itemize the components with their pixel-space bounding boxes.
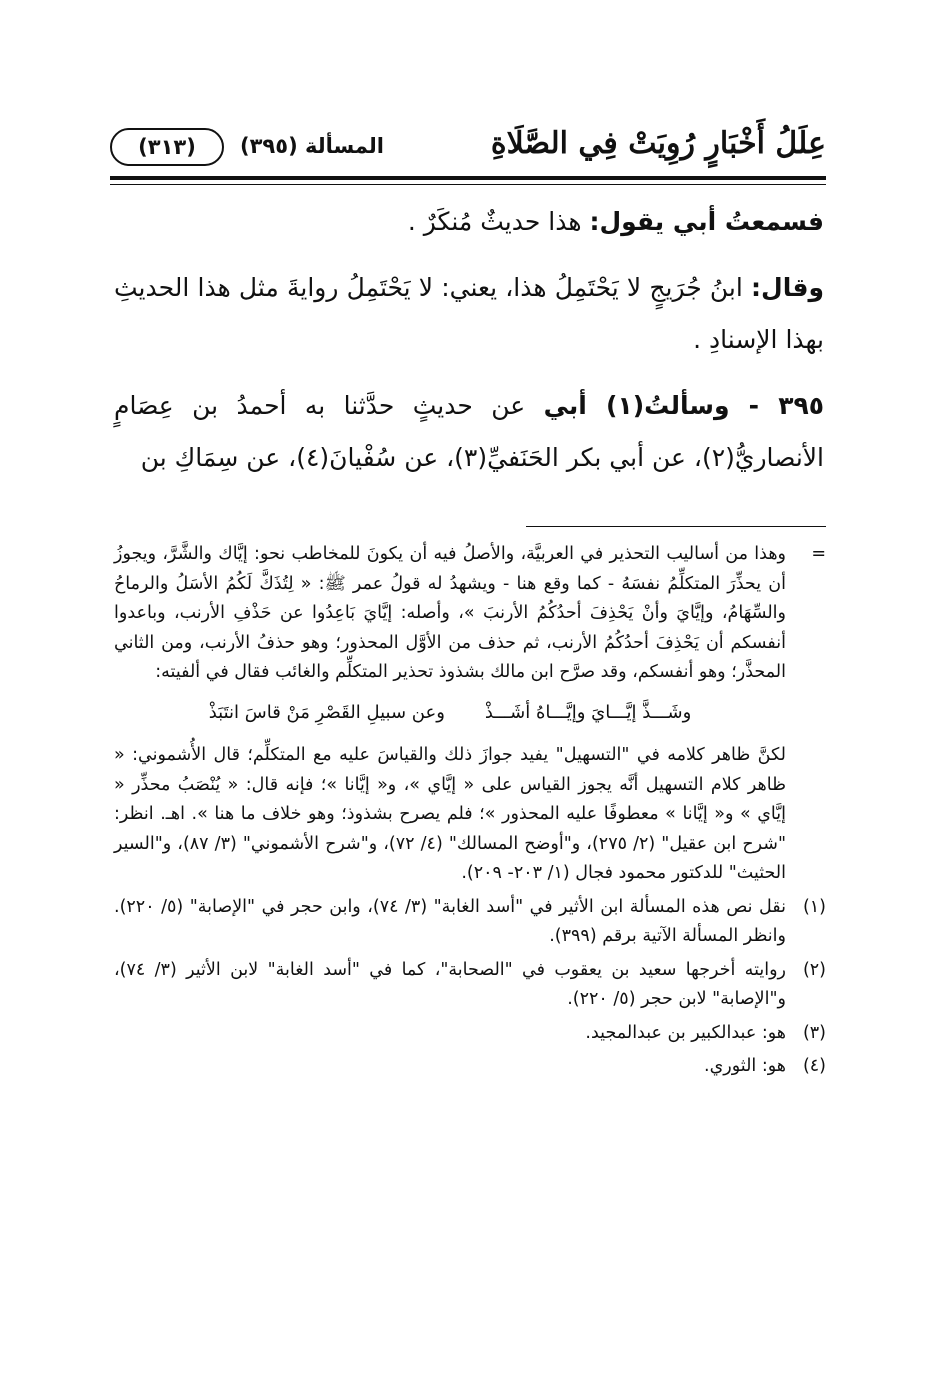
footnote-separator [526,526,826,527]
footnote-1-mark: (١) [802,896,826,917]
paragraph-3-lead: ٣٩٥ - وسألتُ(١) أبي [543,391,824,420]
footnote-2-text: روايته أخرجها سعيد بن يعقوب في "الصحابة"، كما في "أسد الغابة" لابن الأثير (٣/ ٧٤)، و"الإصابة" لابن حجر (٥/ ٢٢٠). [114,959,786,1009]
footnote-4-text: هو: الثوري. [704,1056,786,1076]
main-text [114,196,824,484]
footnote-3 [114,1019,826,1049]
paragraph-1 [114,196,824,248]
footnote-1 [114,893,826,952]
issue-label: المسألة (٣٩٥) [240,134,385,158]
footnotes [114,540,826,1082]
footnote-continuation-mark: = [811,544,826,564]
page-header [110,118,826,176]
header-rule-thick [110,176,826,180]
footnote-2-mark: (٢) [802,959,826,980]
footnote-4-mark: (٤) [802,1056,826,1076]
paragraph-3 [114,380,824,484]
footnote-3-mark: (٣) [802,1022,826,1043]
paragraph-2 [114,262,824,366]
footnote-1-text: نقل نص هذه المسألة ابن الأثير في "أسد الغابة" (٣/ ٧٤)، وابن حجر في "الإصابة" (٥/ ٢٢٠). وانظر المسألة الآتية برقم (٣٩٩). [114,896,787,946]
header-rule-thin [110,184,826,185]
page-number-badge [110,128,224,166]
footnote-2 [114,956,826,1015]
verse-second-hemistich: وعن سبيلِ القَصْرِ مَنْ قاسَ انتَبَذْ [208,701,445,723]
footnote-continuation-text-after: لكنَّ ظاهر كلامه في "التسهيل" يفيد جوازَ ذلك والقياسَ عليه مع المتكلِّم؛ قال الأُشموني: « ظاهر كلام التسهيل أنَّه يجوز القياس على « إيَّاي »، و« إيَّانا »؛ فإنه قال: « يُنْصَبُ محذِّر « إيَّاي » و« إيَّانا » معطوفًا عليه المحذور »؛ فلم يصرح بشذوذ؛ وهو خلاف ما هنا ». اهـ. انظر: "شرح ابن عقيل" (٢/ ٢٧٥)، و"أوضح المسالك" (٤/ ٧٢)، و"شرح الأشموني" (٣/ ٨٧)، و"السير الحثيث" للدكتور محمود فجال (١/ ٢٠٣- ٢٠٩). [114,745,786,883]
footnote-4 [114,1052,826,1082]
paragraph-2-text: ابنُ جُرَيجٍ لا يَحْتَمِلُ هذا، يعني: لا يَحْتَمِلُ روايةَ مثل هذا الحديثِ بهذا الإسنادِ . [114,273,824,354]
paragraph-3-text: عن حديثٍ حدَّثنا به أحمدُ بن عِصَامٍ الأنصاريُّ(٢)، عن أبي بكر الحَنَفيِّ(٣)، عن سُفْيانَ(٤)، عن سِمَاكِ بن [114,391,824,472]
paragraph-1-lead: فسمعتُ أبي يقول: [589,207,824,236]
paragraph-2-lead: وقال: [751,273,824,302]
footnote-continuation [114,540,826,889]
verse-first-hemistich: وشَـــذَّ إيَّـــايَ وإيَّـــاهُ أشَـــذْ [484,701,692,723]
poetry-verse [114,698,786,728]
page-number: (٣١٣) [138,135,196,159]
footnote-continuation-text: وهذا من أساليب التحذير في العربيَّة، والأصلُ فيه أن يكونَ للمخاطب نحو: إيَّاك والشَّرَّ، ويجوزُ أن يحذِّرَ المتكلِّمُ نفسَهُ - كما وقع هنا - ويشهدُ له قولُ عمر ﷺ: « لِتُذَكَّ لَكُمُ الأسَلُ والرماحُ والسِّهَامُ، وإيَّايَ وأنْ يَحْذِفَ أحدُكُمُ الأرنبَ »، وأصله: إيَّايَ بَاعِدُوا عن حَذْفِ الأرنب، وباعدوا أنفسكم أن يَحْذِفَ أحدُكُمُ الأرنب، ثم حذف من الأوَّل المحذور؛ وهو حذفُ الأرنب، ومن الثاني المحذَّر؛ وهو أنفسكم، وقد صرَّح ابن مالك بشذوذ تحذير المتكلِّم والغائب فقال في ألفيته: [114,544,786,682]
book-title: عِلَلُ أَخْبَارٍ رُوِيَتْ فِي الصَّلَاةِ [490,126,826,161]
footnote-3-text: هو: عبدالكبير بن عبدالمجيد. [585,1022,786,1043]
paragraph-1-text: هذا حديثٌ مُنكَرٌ . [407,207,590,236]
